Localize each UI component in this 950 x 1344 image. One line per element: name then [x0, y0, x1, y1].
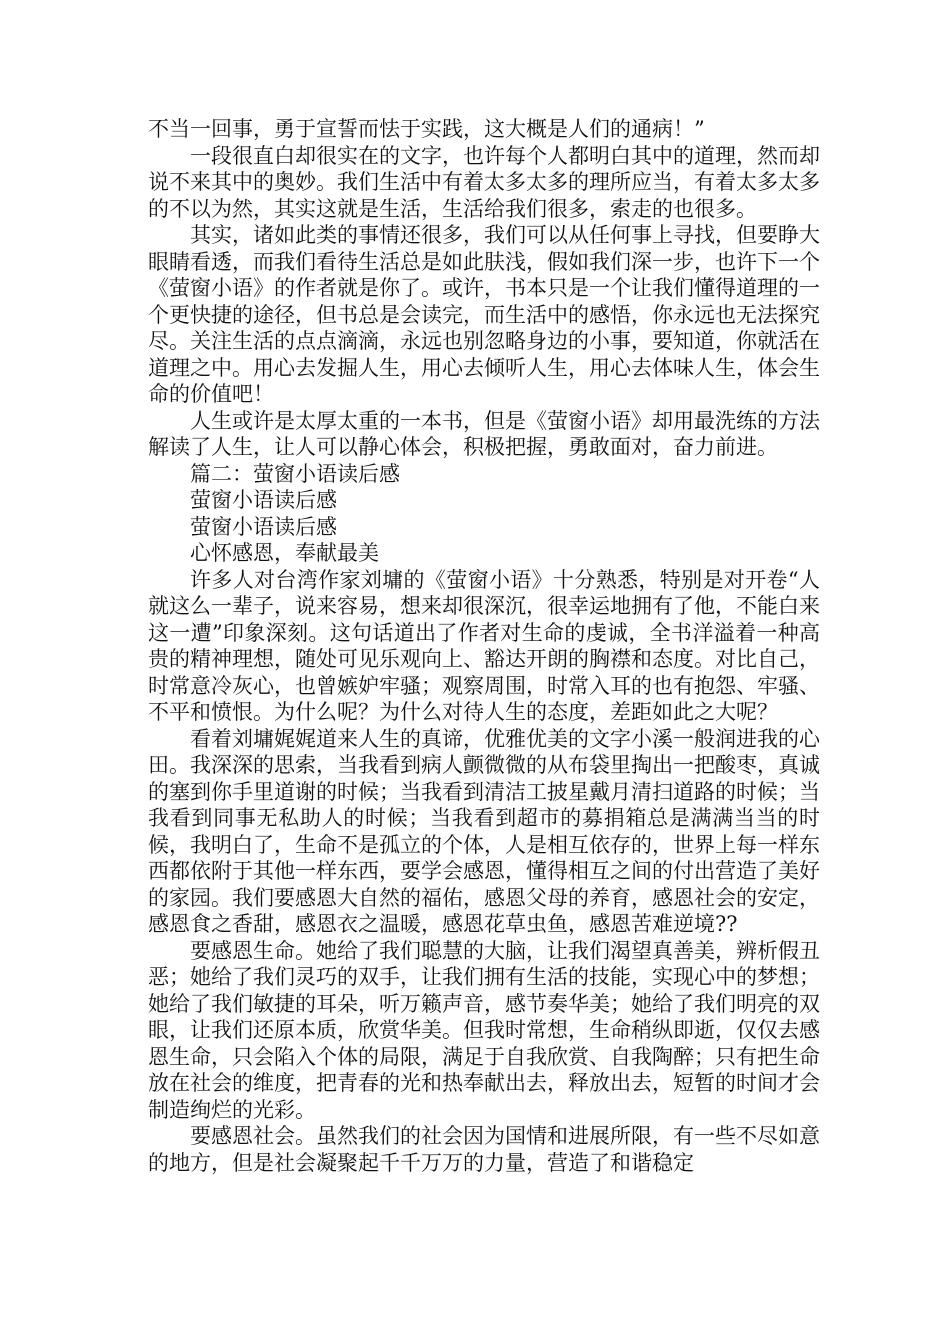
paragraph: 人生或许是太厚太重的一本书，但是《萤窗小语》却用最洗练的方法解读了人生，让人可以静心体会，积极把握，勇敢面对，奋力前进。 — [148, 408, 820, 459]
article-subtitle: 心怀感恩，奉献最美 — [190, 541, 379, 565]
article-title: 萤窗小语读后感 — [190, 514, 337, 539]
paragraph: 不当一回事，勇于宣誓而怯于实践，这大概是人们的通病！” — [148, 117, 705, 141]
paragraph: 一段很直白却很实在的文字，也许每个人都明白其中的道理，然而却说不来其中的奥妙。我们生活中有着太多太多的理所应当，有着太多太多的不以为然，其实这就是生活，生活给我们很多，索走的也很多。 — [148, 143, 820, 221]
paragraph: 要感恩生命。她给了我们聪慧的大脑，让我们渴望真善美，辨析假丑恶；她给了我们灵巧的双手，让我们拥有生活的技能，实现心中的梦想；她给了我们敏捷的耳朵，听万籁声音，感节奏华美；她给了我们明亮的双眼，让我们还原本质，欣赏华美。但我时常想，生命稍纵即逝，仅仅去感恩生命，只会陷入个体的局限，满足于自我欣赏、自我陶醉；只有把生命放在社会的维度，把青春的光和热奉献出去，释放出去，短暂的时间才会制造绚烂的光彩。 — [148, 938, 820, 1122]
paragraph: 要感恩社会。虽然我们的社会因为国情和进展所限，有一些不尽如意的地方，但是社会凝聚起千千万万的力量，营造了和谐稳定 — [148, 1124, 820, 1175]
document-body — [148, 116, 820, 1176]
paragraph: 许多人对台湾作家刘墉的《萤窗小语》十分熟悉，特别是对开卷“人就这么一辈子，说来容易，想来却很深沉，很幸运地拥有了他，不能白来这一遭”印象深刻。这句话道出了作者对生命的虔诚，全书洋溢着一种高贵的精神理想，随处可见乐观向上、豁达开朗的胸襟和态度。对比自己，时常意冷灰心，也曾嫉妒牢骚；观察周围，时常入耳的也有抱怨、牢骚、不平和愤恨。为什么呢？为什么对待人生的态度，差距如此之大呢？ — [148, 567, 820, 724]
section-heading: 篇二：萤窗小语读后感 — [190, 461, 400, 486]
paragraph: 看着刘墉娓娓道来人生的真谛，优雅优美的文字小溪一般润进我的心田。我深深的思索，当我看到病人颤微微的从布袋里掏出一把酸枣，真诚的塞到你手里道谢的时候；当我看到清洁工披星戴月清扫道路的时候；当我看到同事无私助人的时候；当我看到超市的募捐箱总是满满当当的时候，我明白了，生命不是孤立的个体，人是相互依存的，世界上每一样东西都依附于其他一样东西，要学会感恩，懂得相互之间的付出营造了美好的家园。我们要感恩大自然的福佑，感恩父母的养育，感恩社会的安定，感恩食之香甜，感恩衣之温暖，感恩花草虫鱼，感恩苦难逆境?? — [148, 726, 820, 936]
paragraph: 其实，诸如此类的事情还很多，我们可以从任何事上寻找，但要睁大眼睛看透，而我们看待生活总是如此肤浅，假如我们深一步，也许下一个《萤窗小语》的作者就是你了。或许，书本只是一个让我们懂得道理的一个更快捷的途径，但书总是会读完，而生活中的感悟，你永远也无法探究尽。关注生活的点点滴滴，永远也别忽略身边的小事，要知道，你就活在道理之中。用心去发掘人生，用心去倾听人生，用心去体味人生，体会生命的价值吧！ — [148, 223, 820, 406]
article-title: 萤窗小语读后感 — [190, 488, 337, 512]
